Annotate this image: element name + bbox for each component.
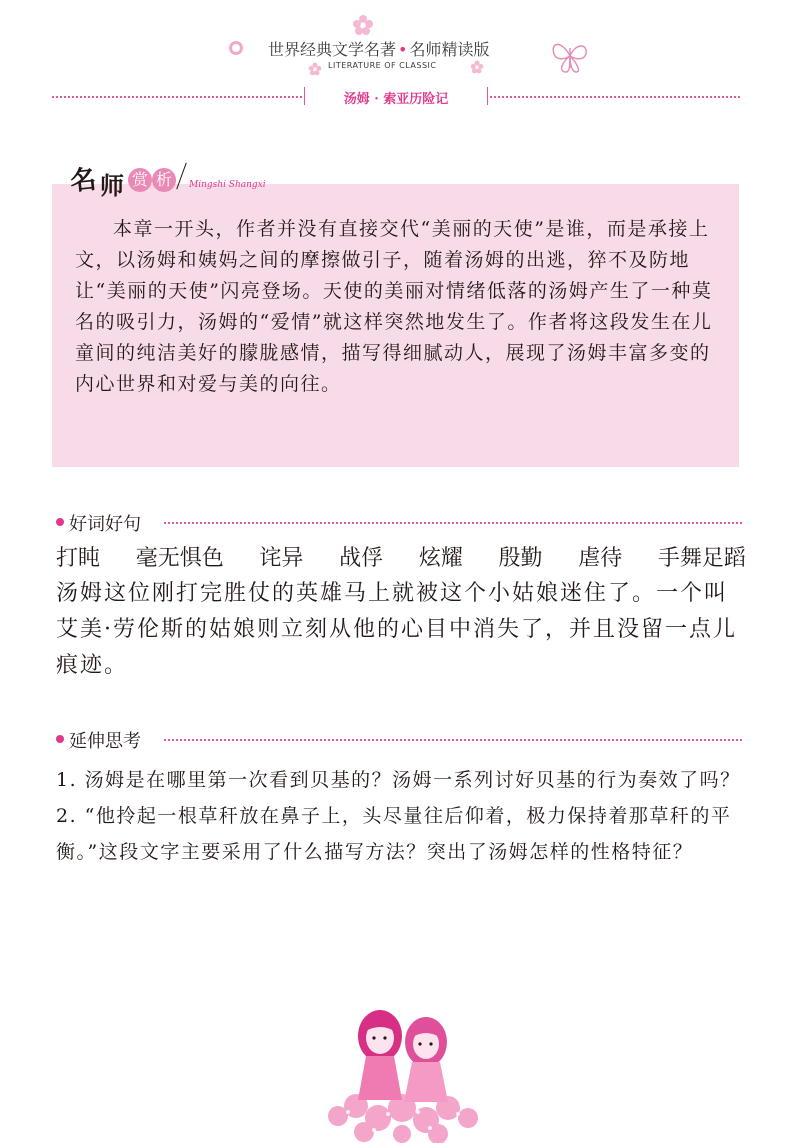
section-good-words [56,510,742,534]
phrase-item: 战俘 [339,546,384,571]
good-sentence: 汤姆这位刚打完胜仗的英雄马上就被这个小姑娘迷住了。一个叫艾美·劳伦斯的姑娘则立刻从他的心目中消失了，并且没留一点儿痕迹。 [56,581,737,678]
heading-char-shang: 赏 [128,168,152,192]
flower-icon [470,60,484,74]
book-title: 汤姆 · 索亚历险记 [343,92,449,107]
phrase-item: 殷勤 [498,546,543,571]
phrase-item: 诧异 [259,546,304,571]
section-label: 好词好句 [69,514,141,535]
section-rule [164,522,742,524]
flower-icon [352,14,374,36]
heading-pinyin: Mingshi Shangxi [189,180,266,190]
phrase-item: 虐待 [578,546,623,571]
question-list [56,762,742,870]
edition-text: 名师精读版 [409,40,490,59]
phrase-list [56,542,746,576]
question-item: 2. “他拎起一根草秆放在鼻子上，头尽量往后仰着，极力保持着那草秆的平衡。”这段文字主要采用了什么描写方法？突出了汤姆怎样的性格特征？ [56,805,732,863]
phrase-item: 打盹 [56,546,101,571]
header-rule-right [490,96,740,98]
bullet-dot-icon [56,518,64,526]
heading-slash [176,163,187,190]
girls-illustration [318,996,488,1143]
header-rule-left [52,96,302,98]
butterfly-icon [548,34,592,78]
heading-char-xi: 析 [152,168,176,192]
heading-char-shi: 师 [100,171,124,200]
section-label: 延伸思考 [69,731,141,752]
bullet-dot-icon [56,735,64,743]
phrase-item: 毫无惧色 [135,546,224,571]
phrase-item: 炫耀 [418,546,463,571]
analysis-heading [62,160,322,200]
series-subtitle: LITERATURE OF CLASSIC [328,61,437,70]
bullet-dot-icon: • [398,40,408,59]
section-rule [164,739,742,741]
ring-icon [229,41,243,55]
phrase-item: 手舞足蹈 [657,546,746,571]
analysis-paragraph: 本章一开头，作者并没有直接交代“美丽的天使”是谁，而是承接上文，以汤姆和姨妈之间的摩擦做引子，随着汤姆的出逃，猝不及防地让“美丽的天使”闪亮登场。天使的美丽对情绪低落的汤姆产生了一种莫名的吸引力，汤姆的“爱情”就这样突然地发生了。作者将这段发生在儿童间的纯洁美好的朦胧感情，描写得细腻动人，展现了汤姆丰富多变的内心世界和对爱与美的向往。 [75,218,713,395]
question-item: 1. 汤姆是在哪里第一次看到贝基的？汤姆一系列讨好贝基的行为奏效了吗？ [56,769,741,791]
series-title [268,37,558,60]
analysis-text [75,214,730,400]
heading-char-ming: 名 [68,164,98,198]
section-thinking [56,727,742,751]
flower-icon [308,62,322,76]
series-title-text: 世界经典文学名著 [268,40,397,59]
